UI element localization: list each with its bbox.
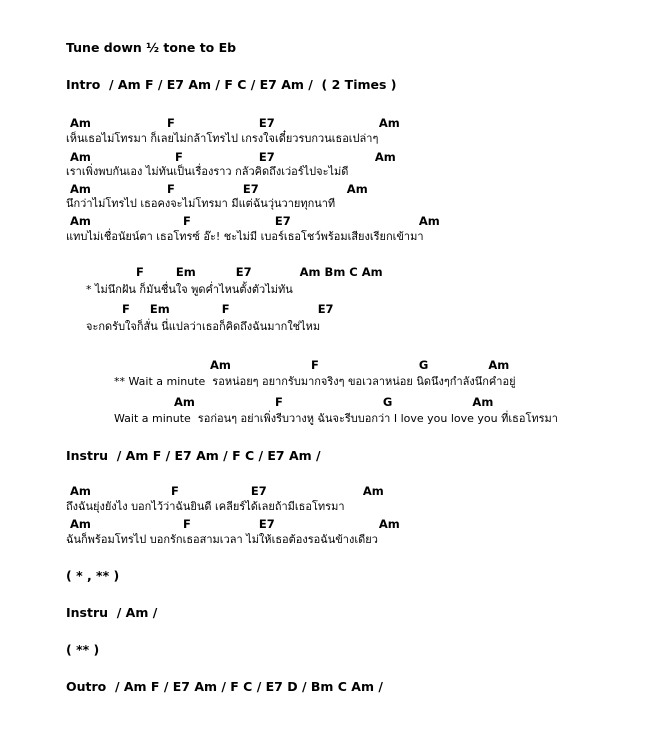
repeat-marker: ( * , ** ) [66, 568, 120, 583]
repeat-marker: ( ** ) [66, 642, 100, 657]
chord-line: Am F G Am [174, 395, 494, 409]
instrumental-line: Instru / Am F / E7 Am / F C / E7 Am / [66, 448, 321, 463]
lyric-line: * ไม่นึกฝัน ก็มันชื่นใจ พูดค่ำไหนตั้งตัวไม่ทัน [86, 283, 293, 296]
lyric-line: จะกดรับใจก็สั่น นี่แปลว่าเธอก็คิดถึงฉันมากใช่ไหม [86, 320, 321, 333]
chord-line: Am F E7 Am [70, 484, 384, 498]
chord-line: Am F E7 Am [70, 116, 400, 130]
lyric-line: เราเพิ่งพบกันเอง ไม่ทันเป็นเรื่องราว กลัวคิดถึงเว่อร์ไปจะไม่ดี [66, 165, 349, 178]
chord-line: Am F E7 Am [70, 517, 400, 531]
outro-line: Outro / Am F / E7 Am / F C / E7 D / Bm C Am / [66, 679, 383, 694]
tuning-note: Tune down ½ tone to Eb [66, 40, 237, 55]
chord-line: Am F G Am [210, 358, 510, 372]
chord-line: Am F E7 Am [70, 214, 440, 228]
lyric-line: นึกว่าไม่โทรไป เธอคงจะไม่โทรมา มีแต่ฉันวุ่นวายทุกนาที [66, 197, 336, 210]
lyric-line: แทบไม่เชื่อนัยน์ตา เธอโทรซ์ อ๊ะ! ชะไม่มี เบอร์เธอโชว์พร้อมเสียงเรียกเข้ามา [66, 230, 424, 243]
chord-line: F Em E7 Am Bm C Am [136, 265, 383, 279]
lyric-line: เห็นเธอไม่โทรมา ก็เลยไม่กล้าโทรไป เกรงใจเดี๋ยวรบกวนเธอเปล่าๆ [66, 132, 379, 145]
lyric-line: ** Wait a minute รอหน่อยๆ อยากรับมากจริงๆ ขอเวลาหน่อย นิดนึงๆกำลังนึกคำอยู่ [114, 375, 516, 388]
lyric-line: Wait a minute รอก่อนๆ อย่าเพิ่งรีบวางหู ฉันจะรีบบอกว่า I love you love you ที่เธอโทรมา [114, 412, 558, 425]
lyric-line: ฉันก็พร้อมโทรไป บอกรักเธอสามเวลา ไม่ให้เธอต้องรอฉันข้างเดียว [66, 533, 378, 546]
chord-line: F Em F E7 [122, 302, 334, 316]
intro-line: Intro / Am F / E7 Am / F C / E7 Am / ( 2 Times ) [66, 77, 397, 92]
lyric-line: ถึงฉันยุ่งยังไง บอกไว้ว่าฉันยินดี เคลียร์ได้เลยถ้ามีเธอโทรมา [66, 500, 345, 513]
instrumental-line: Instru / Am / [66, 605, 158, 620]
chord-line: Am F E7 Am [70, 150, 396, 164]
chord-line: Am F E7 Am [70, 182, 368, 196]
